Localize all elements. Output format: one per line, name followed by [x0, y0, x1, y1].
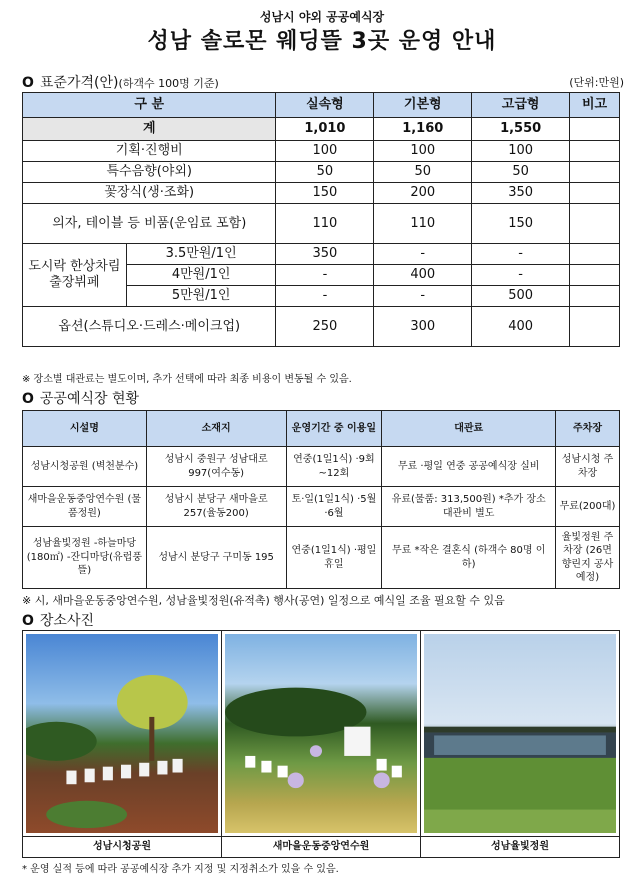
row-label: 기획·진행비 [23, 141, 276, 162]
cell: 50 [276, 162, 374, 183]
venue-parking: 무료(200대) [556, 487, 620, 527]
cell: 1,160 [374, 118, 472, 141]
venue-address: 성남시 분당구 구미동 195 [146, 527, 286, 589]
venue-parking: 성남시청 주차장 [556, 447, 620, 487]
row-label: 꽃장식(생·조화) [23, 183, 276, 204]
cell: - [472, 244, 570, 265]
venue-photo [26, 634, 218, 833]
circle-bullet-icon: O [22, 391, 34, 407]
cell: 1,550 [472, 118, 570, 141]
col-header: 소재지 [146, 411, 286, 447]
cell: 150 [472, 204, 570, 244]
cell [570, 307, 620, 347]
price-header-row [23, 93, 620, 118]
unit-label: (단위:만원) [569, 76, 624, 89]
cell: 100 [276, 141, 374, 162]
row-label: 계 [23, 118, 276, 141]
price-note: ※ 장소별 대관료는 별도이며, 추가 선택에 따라 최종 비용이 변동될 수 있음. [22, 374, 352, 385]
circle-bullet-icon: O [22, 75, 34, 91]
cell: 400 [472, 307, 570, 347]
table-row [23, 141, 620, 162]
cell: 350 [276, 244, 374, 265]
cell: - [472, 265, 570, 286]
garden-photo-icon [225, 634, 417, 833]
venue-note: ※ 시, 새마을운동중앙연수원, 성남율빛정원(유적촉) 행사(공연) 일정으로 예식일 조율 필요할 수 있음 [22, 594, 505, 607]
price-table [22, 92, 620, 347]
photo-card [421, 631, 619, 857]
venue-fee: 무료 ·평일 연중 공공예식장 실비 [382, 447, 556, 487]
cell [570, 118, 620, 141]
cell [570, 162, 620, 183]
venue-fee: 무료 *작은 결혼식 (하객수 80명 이하) [382, 527, 556, 589]
col-header: 실속형 [276, 93, 374, 118]
venue-fee: 유료(물품: 313,500원) *추가 장소 대관비 별도 [382, 487, 556, 527]
row-label: 4만원/1인 [126, 265, 276, 286]
row-label: 의자, 테이블 등 비품(운임료 포함) [23, 204, 276, 244]
photo-caption: 성남시청공원 [23, 836, 221, 857]
venue-photo [424, 634, 616, 833]
total-row [23, 118, 620, 141]
cell: - [276, 265, 374, 286]
cell: 1,010 [276, 118, 374, 141]
col-header: 운영기간 중 이용일 [286, 411, 382, 447]
photo-grid [22, 630, 620, 858]
venue-name: 새마을운동중앙연수원 (물품정원) [23, 487, 147, 527]
col-header: 시설명 [23, 411, 147, 447]
circle-bullet-icon: O [22, 613, 34, 629]
table-row [23, 447, 620, 487]
table-row [23, 307, 620, 347]
col-header: 비고 [570, 93, 620, 118]
venue-name: 성남시청공원 (벽천분수) [23, 447, 147, 487]
col-header: 고급형 [472, 93, 570, 118]
cell: - [374, 244, 472, 265]
photo-caption: 새마을운동중앙연수원 [222, 836, 420, 857]
price-heading-note: (하객수 100명 기준) [118, 77, 219, 90]
cell: 50 [374, 162, 472, 183]
table-row [23, 183, 620, 204]
table-row [23, 162, 620, 183]
cell [570, 204, 620, 244]
photo-section-heading [22, 610, 94, 630]
venue-heading-text: 공공예식장 현황 [39, 391, 140, 407]
row-label: 옵션(스튜디오·드레스·메이크업) [23, 307, 276, 347]
cell: 250 [276, 307, 374, 347]
cell: 100 [374, 141, 472, 162]
venue-period: 토·일(1일1식) ·5월·6월 [286, 487, 382, 527]
row-label: 3.5만원/1인 [126, 244, 276, 265]
col-header: 주차장 [556, 411, 620, 447]
cell [570, 265, 620, 286]
cell [570, 286, 620, 307]
price-section-heading [22, 72, 219, 92]
table-row [23, 527, 620, 589]
venue-photo [225, 634, 417, 833]
venue-header-row [23, 411, 620, 447]
venue-section-heading [22, 388, 139, 408]
cell: 400 [374, 265, 472, 286]
cell: - [374, 286, 472, 307]
cell: 110 [276, 204, 374, 244]
col-header: 대관료 [382, 411, 556, 447]
venue-parking: 율빛정원 주차장 (26면 향린지 공사 예정) [556, 527, 620, 589]
venue-name: 성남율빛정원 -하늘마당(180㎡) -잔디마당(유럽풍 뜰) [23, 527, 147, 589]
col-header: 기본형 [374, 93, 472, 118]
cell: 500 [472, 286, 570, 307]
price-heading-text: 표준가격(안) [39, 75, 119, 91]
photo-card [23, 631, 222, 857]
photo-note: * 운영 실적 등에 따라 공공예식장 추가 지정 및 지정취소가 있을 수 있음. [22, 864, 339, 875]
row-label: 5만원/1인 [126, 286, 276, 307]
photo-card [222, 631, 421, 857]
table-row [23, 487, 620, 527]
venue-period: 연중(1일1식) ·평일 휴일 [286, 527, 382, 589]
table-row [23, 204, 620, 244]
cell: 50 [472, 162, 570, 183]
cell: 200 [374, 183, 472, 204]
doc-title: 성남 솔로몬 웨딩뜰 3곳 운영 안내 [147, 29, 497, 54]
table-row [23, 244, 620, 265]
cell: 110 [374, 204, 472, 244]
cell: 300 [374, 307, 472, 347]
cell [570, 183, 620, 204]
col-header: 구 분 [23, 93, 276, 118]
cell [570, 244, 620, 265]
venue-table [22, 410, 620, 589]
meal-group-label: 도시락 한상차림 출장뷔페 [23, 244, 127, 307]
venue-address: 성남시 분당구 새마을로 257(율동200) [146, 487, 286, 527]
cell: 150 [276, 183, 374, 204]
row-label: 특수음향(야외) [23, 162, 276, 183]
photo-heading-text: 장소사진 [39, 613, 95, 629]
cell: - [276, 286, 374, 307]
cell: 100 [472, 141, 570, 162]
venue-address: 성남시 중원구 성남대로 997(여수동) [146, 447, 286, 487]
venue-period: 연중(1일1식) ·9회~12회 [286, 447, 382, 487]
photo-caption: 성남율빛정원 [421, 836, 619, 857]
lawn-photo-icon [424, 634, 616, 833]
park-photo-icon [26, 634, 218, 833]
cell: 350 [472, 183, 570, 204]
doc-subtitle: 성남시 야외 공공예식장 [259, 10, 385, 24]
cell [570, 141, 620, 162]
